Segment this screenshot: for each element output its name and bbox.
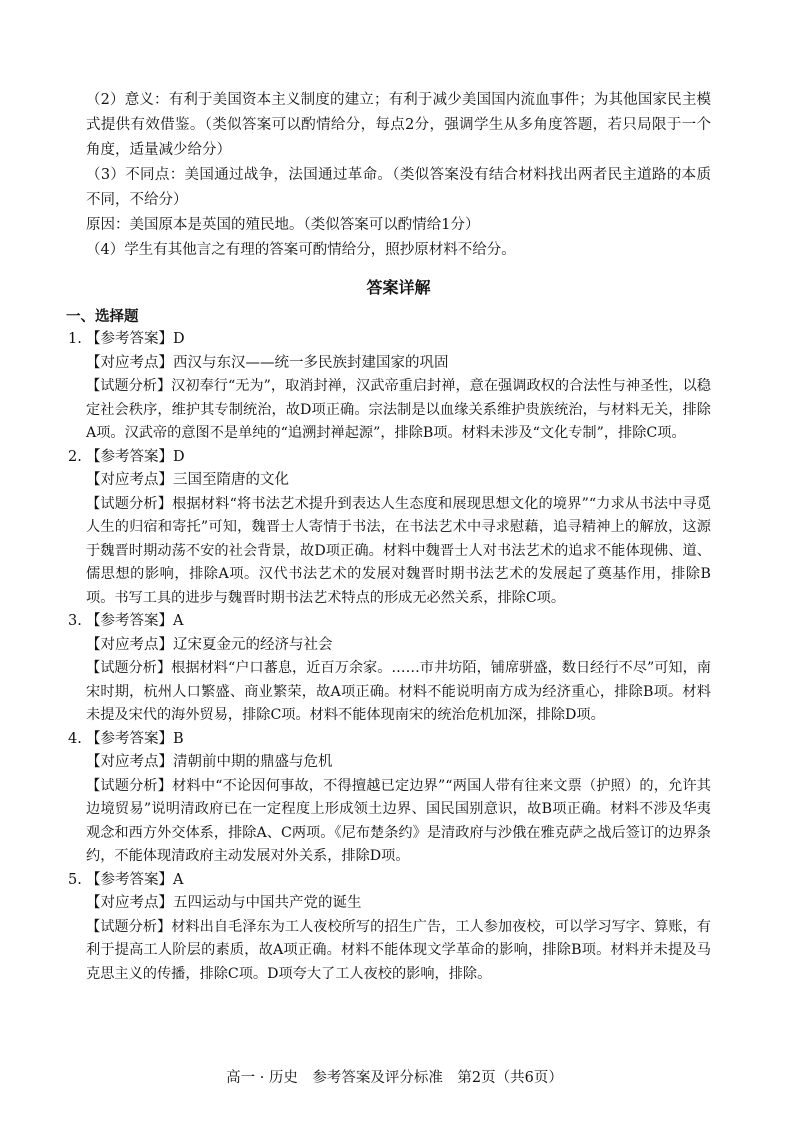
analysis: 【试题分析】根据材料“将书法艺术提升到表达人生态度和展现思想文化的境界”“力求从书法中寻觅人生的归宿和寄托”可知，魏晋士人寄情于书法，在书法艺术中寻求慰藉，追寻精神上的解放，这源于魏晋时期动荡不安的社会背景，故D项正确。材料中魏晋士人对书法艺术的追求不能体现佛、道、儒思想的影响，排除A项。汉代书法艺术的发展对魏晋时期书法艺术的发展起了奠基作用，排除B项。书写工具的进步与魏晋时期书法艺术特点的形成无必然关系，排除C项。 <box>86 495 711 606</box>
reference-answer: 【参考答案】D <box>86 448 185 465</box>
question-1 <box>68 328 711 446</box>
analysis: 【试题分析】汉初奉行“无为”，取消封禅，汉武帝重启封禅，意在强调政权的合法性与神圣性，以稳定社会秩序，维护其专制统治，故D项正确。宗法制是以血缘关系维护贵族统治，与材料无关，排除A项。汉武帝的意图不是单纯的“追溯封禅起源”，排除B项。材料未涉及“文化专制”，排除C项。 <box>86 378 711 441</box>
topic: 【对应考点】西汉与东汉——统一多民族封建国家的巩固 <box>86 354 449 371</box>
reference-answer: 【参考答案】A <box>86 613 184 629</box>
analysis: 【试题分析】材料中“不论因何事故，不得擅越已定边界”“两国人带有往来文票（护照）的，允许其边境贸易”说明清政府已在一定程度上形成领土边界、国民国别意识，故B项正确。材料不涉及华夷观念和西方外交体系，排除A、C两项。《尼布楚条约》是清政府与沙俄在雅克萨之战后签订的边界条约，不能体现清政府主动发展对外关系，排除D项。 <box>86 777 711 864</box>
page-footer: 高一 · 历史 参考答案及评分标准 第2页（共6页） <box>226 1070 563 1086</box>
question-number: 3. <box>68 613 82 629</box>
reference-answer: 【参考答案】B <box>86 730 184 747</box>
intro-point-3: （3）不同点：美国通过战争，法国通过革命。（类似答案没有结合材料找出两者民主道路的本质不同，不给分） <box>86 167 711 208</box>
intro-point-3-reason: 原因：美国原本是英国的殖民地。（类似答案可以酌情给1分） <box>86 217 480 233</box>
topic: 【对应考点】三国至隋唐的文化 <box>86 472 289 488</box>
question-number: 4. <box>68 730 82 747</box>
intro-point-4: （4）学生有其他言之有理的答案可酌情给分，照抄原材料不给分。 <box>86 242 516 258</box>
reference-answer: 【参考答案】D <box>86 331 185 347</box>
question-2 <box>68 446 711 611</box>
question-5 <box>68 869 711 987</box>
reference-answer: 【参考答案】A <box>86 871 184 888</box>
section-heading: 一、选择题 <box>66 308 139 325</box>
analysis: 【试题分析】根据材料“户口蕃息，近百万余家。……市井坊陌，铺席骈盛，数日经行不尽”可知，南宋时期，杭州人口繁盛、商业繁荣，故A项正确。材料不能说明南方成为经济重心，排除B项。材料未提及宋代的海外贸易，排除C项。材料不能体现南宋的统治危机加深，排除D项。 <box>86 660 711 723</box>
topic: 【对应考点】辽宋夏金元的经济与社会 <box>86 636 333 653</box>
analysis: 【试题分析】材料出自毛泽东为工人夜校所写的招生广告，工人参加夜校，可以学习写字、算账，有利于提高工人阶层的素质，故A项正确。材料不能体现文学革命的影响，排除B项。材料并未提及马克思主义的传播，排除C项。D项夸大了工人夜校的影响，排除。 <box>86 918 711 982</box>
question-number: 5. <box>68 871 82 888</box>
question-number: 2. <box>68 448 82 465</box>
question-3 <box>68 610 711 728</box>
page-content <box>66 88 711 986</box>
intro-point-2: （2）意义：有利于美国资本主义制度的建立；有利于减少美国国内流血事件；为其他国家民主模式提供有效借鉴。（类似答案可以酌情给分，每点2分，强调学生从多角度答题，若只局限于一个角度，适量减少给分） <box>86 92 711 158</box>
topic: 【对应考点】五四运动与中国共产党的诞生 <box>86 895 362 911</box>
question-4 <box>68 728 711 869</box>
topic: 【对应考点】清朝前中期的鼎盛与危机 <box>86 754 333 770</box>
section-title: 答案详解 <box>366 278 431 297</box>
question-number: 1. <box>68 331 82 347</box>
